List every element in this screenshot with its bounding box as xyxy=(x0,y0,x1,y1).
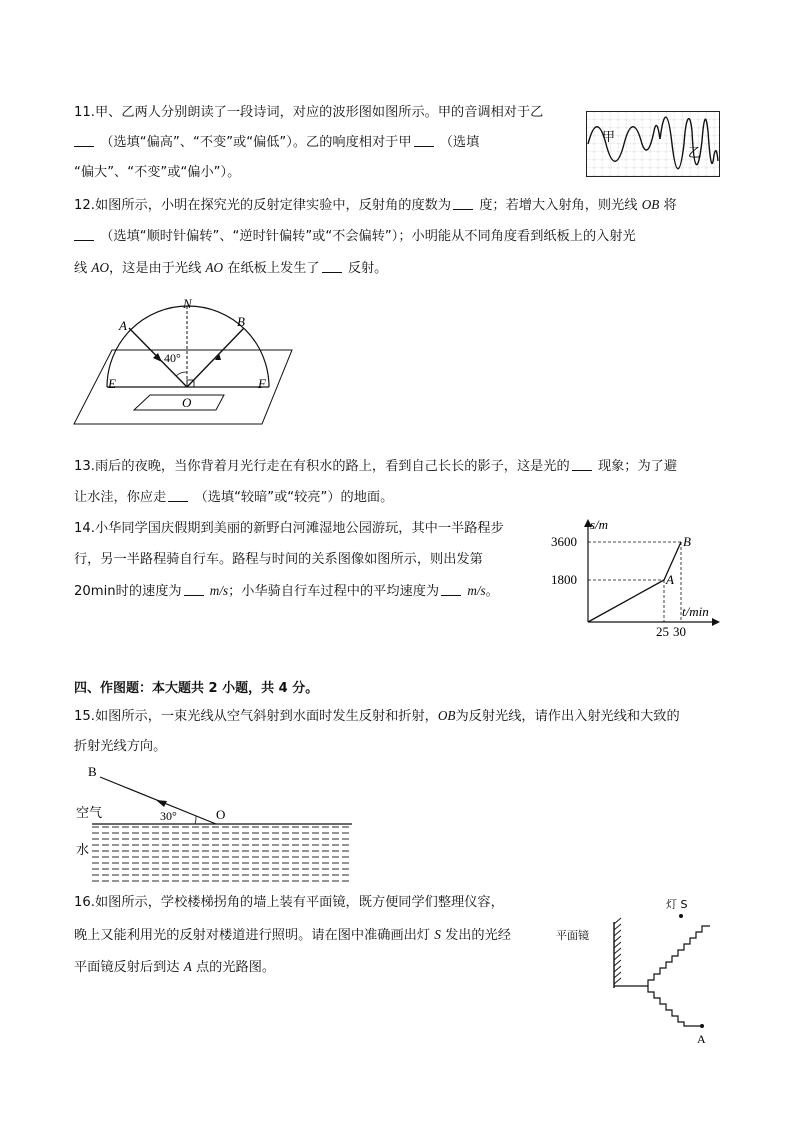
water-region xyxy=(92,826,352,882)
distance-time-graph xyxy=(548,516,724,640)
point-A xyxy=(700,1024,704,1028)
reflection-figure xyxy=(72,294,302,428)
label-A: A xyxy=(697,1032,706,1046)
q11-line3: “偏大”、“不变”或“偏小”）。 xyxy=(74,165,241,180)
q16-line3: 平面镜反射后到达 A 点的光路图。 xyxy=(74,959,276,975)
plane-mirror xyxy=(134,395,224,410)
label-jia: 甲 xyxy=(602,130,616,145)
refraction-figure xyxy=(72,764,356,886)
xlabel: t/min xyxy=(682,604,709,619)
label-water: 水 xyxy=(76,843,90,858)
ylabel: s/m xyxy=(590,517,609,532)
tick-3600: 3600 xyxy=(551,534,577,549)
label-angle-30: 30° xyxy=(160,809,177,823)
q16-line1: 16.如图所示，学校楼梯拐角的墙上装有平面镜，既方便同学们整理仪容， xyxy=(74,895,504,910)
tick-25: 25 xyxy=(656,624,669,639)
q11-line1: 11.甲、乙两人分别朗读了一段诗词，对应的波形图如图所示。甲的音调相对于乙 xyxy=(74,105,544,120)
q12-line3: 线 AO，这是由于光线 AO 在纸板上发生了 反射。 xyxy=(74,260,388,276)
tick-1800: 1800 xyxy=(551,572,577,587)
label-yi: 乙 xyxy=(688,146,702,161)
q15-line1: 15.如图所示，一束光线从空气斜射到水面时发生反射和折射，OB为反射光线，请作出入射光线和大致的 xyxy=(74,708,680,724)
q16-line2: 晚上又能利用光的反射对楼道进行照明。请在图中准确画出灯 S 发出的光经 xyxy=(74,927,511,943)
label-B: B xyxy=(88,764,97,779)
reflected-ray-OB xyxy=(187,328,244,387)
label-O: O xyxy=(182,395,192,410)
label-A: A xyxy=(119,318,127,333)
q14-line3: 20min时的速度为 m/s；小华骑自行车过程中的平均速度为 m/s。 xyxy=(74,583,499,599)
q13-line2: 让水洼，你应走 （选填“较暗”或“较亮”）的地面。 xyxy=(74,490,394,505)
answer-blank[interactable] xyxy=(322,260,342,273)
q12-line2: （选填“顺时针偏转”、“逆时针偏转”或“不会偏转”）；小明能从不同角度看到纸板上的入射光 xyxy=(74,228,636,246)
q15-line2: 折射光线方向。 xyxy=(74,739,167,754)
q14-line1: 14.小华同学国庆假期到美丽的新野白河滩湿地公园游玩，其中一半路程步 xyxy=(74,521,504,536)
staircase-mirror-figure xyxy=(556,896,722,1050)
label-B: B xyxy=(237,314,245,329)
upper-staircase xyxy=(648,926,710,986)
answer-blank[interactable] xyxy=(572,458,592,471)
answer-blank[interactable] xyxy=(74,228,94,241)
t-axis-arrow xyxy=(712,618,720,626)
label-lamp-S: 灯 S xyxy=(666,898,688,911)
section-4-heading: 四、作图题：本大题共 2 小题，共 4 分。 xyxy=(74,681,319,696)
label-angle-40: 40° xyxy=(164,351,181,365)
q12-line1: 12.如图所示，小明在探究光的反射定律实验中，反射角的度数为 度；若增大入射角，则光线 OB 将 xyxy=(74,197,677,213)
lamp-S-point xyxy=(679,914,683,918)
waveform-figure xyxy=(586,111,720,177)
q13-line1: 13.雨后的夜晚，当你背着月光行走在有积水的路上，看到自己长长的影子，这是光的 现象；为了避 xyxy=(74,459,678,474)
q14-line2: 行，另一半路程骑自行车。路程与时间的关系图像如图所示，则出发第 xyxy=(74,552,483,567)
angle-arc xyxy=(176,372,187,376)
answer-blank[interactable] xyxy=(168,489,188,502)
point-B: B xyxy=(683,534,691,549)
tick-30: 30 xyxy=(673,624,686,639)
label-air: 空气 xyxy=(76,806,103,821)
answer-blank[interactable] xyxy=(74,134,94,147)
answer-blank[interactable] xyxy=(453,197,473,210)
answer-blank[interactable] xyxy=(441,583,461,596)
label-E: E xyxy=(108,376,116,391)
answer-blank[interactable] xyxy=(184,583,204,596)
q11-line2: （选填“偏高”、“不变”或“偏低”）。乙的响度相对于甲 （选填 xyxy=(74,134,479,152)
lower-staircase xyxy=(648,986,702,1026)
point-A: A xyxy=(666,572,674,587)
label-O: O xyxy=(216,807,226,822)
label-mirror: 平面镜 xyxy=(556,929,589,942)
angle-arc xyxy=(195,816,196,824)
label-F: F xyxy=(258,376,266,391)
label-N: N xyxy=(183,296,192,311)
mirror-hatching xyxy=(614,918,621,984)
answer-blank[interactable] xyxy=(414,134,434,147)
ray-arrow xyxy=(156,800,167,807)
